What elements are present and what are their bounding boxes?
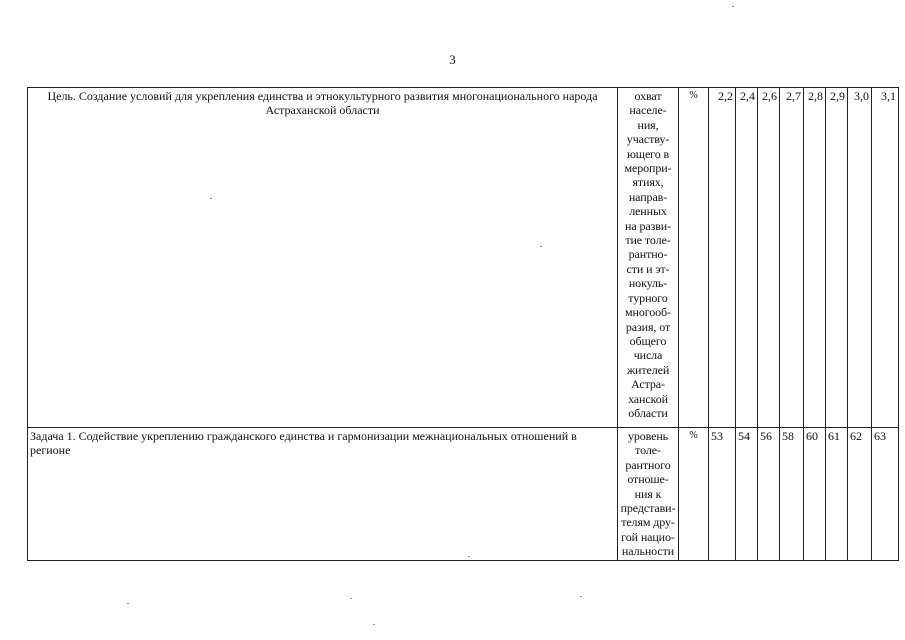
goal-value: 2,9	[826, 88, 848, 428]
goal-value: 3,0	[848, 88, 872, 428]
goal-value: 2,4	[736, 88, 758, 428]
indicator-line: тие толе-	[625, 233, 671, 248]
scan-speck	[350, 598, 352, 599]
goal-value: 2,8	[804, 88, 826, 428]
goal-description: Цель. Создание условий для укрепления единства и этнокультурного развития многонационального народа Астраханской области	[28, 88, 618, 428]
task-description: Задача 1. Содействие укреплению гражданского единства и гармонизации межнациональных отношений в регионе	[28, 428, 618, 561]
task-value: 53	[709, 428, 736, 561]
indicator-line: охват	[634, 89, 662, 103]
indicator-line: сти и эт-	[626, 261, 670, 276]
page-number: 3	[449, 52, 456, 67]
task-value: 62	[848, 428, 872, 561]
table-row-goal	[28, 88, 899, 428]
indicator-line: ния к	[634, 486, 662, 501]
indicator-line: ятиях,	[632, 175, 664, 190]
indicator-line: числа	[633, 348, 663, 363]
task-value: 54	[736, 428, 758, 561]
indicator-line: направ-	[628, 189, 668, 204]
indicator-line: отноше-	[627, 472, 669, 487]
indicator-line: на разви-	[625, 218, 671, 233]
indicator-line: жителей	[626, 362, 670, 377]
indicator-line: ния,	[637, 117, 659, 132]
scan-speck	[540, 246, 542, 247]
indicator-line: рантного	[625, 457, 671, 472]
task-value: 61	[826, 428, 848, 561]
indicator-line: разия, от	[625, 319, 671, 334]
table-row-task	[28, 428, 899, 561]
indicator-line: ленных	[629, 204, 667, 219]
goal-value: 2,7	[780, 88, 804, 428]
indicator-line: рантно-	[628, 247, 668, 262]
task-value: 58	[780, 428, 804, 561]
indicator-line: общего	[629, 333, 667, 348]
goal-value: 3,1	[872, 88, 899, 428]
indicator-line: ющего в	[626, 146, 670, 161]
task-value: 56	[758, 428, 780, 561]
scan-speck	[732, 6, 734, 7]
indicator-line: турного	[628, 290, 668, 305]
indicator-line: нокуль-	[628, 276, 668, 291]
scan-speck	[373, 624, 375, 625]
scan-speck	[468, 556, 470, 557]
indicator-line: Астра-	[631, 377, 665, 392]
indicators-table	[27, 87, 899, 561]
indicator-line: толе-	[635, 443, 661, 458]
scan-speck	[210, 198, 212, 199]
goal-value: 2,2	[709, 88, 736, 428]
goal-unit: %	[679, 88, 709, 428]
indicator-line: телям дру-	[621, 515, 675, 530]
indicator-line: участву-	[626, 132, 670, 147]
indicator-line: ханской	[628, 391, 668, 406]
indicator-line: представи-	[620, 501, 676, 516]
indicator-line: гой нацио-	[621, 529, 675, 544]
goal-value: 2,6	[758, 88, 780, 428]
scan-speck	[127, 603, 129, 604]
task-value: 63	[872, 428, 899, 561]
goal-indicator	[618, 88, 679, 428]
indicator-line: области	[628, 405, 668, 420]
task-value: 60	[804, 428, 826, 561]
indicator-line: уровень	[627, 429, 669, 443]
indicator-line: населе-	[629, 103, 667, 118]
task-unit: %	[679, 428, 709, 561]
indicator-line: многооб-	[625, 305, 671, 320]
indicator-line: меропри-	[624, 161, 672, 176]
scan-speck	[580, 596, 582, 597]
indicator-line: нальности	[621, 544, 675, 559]
task-indicator	[618, 428, 679, 561]
